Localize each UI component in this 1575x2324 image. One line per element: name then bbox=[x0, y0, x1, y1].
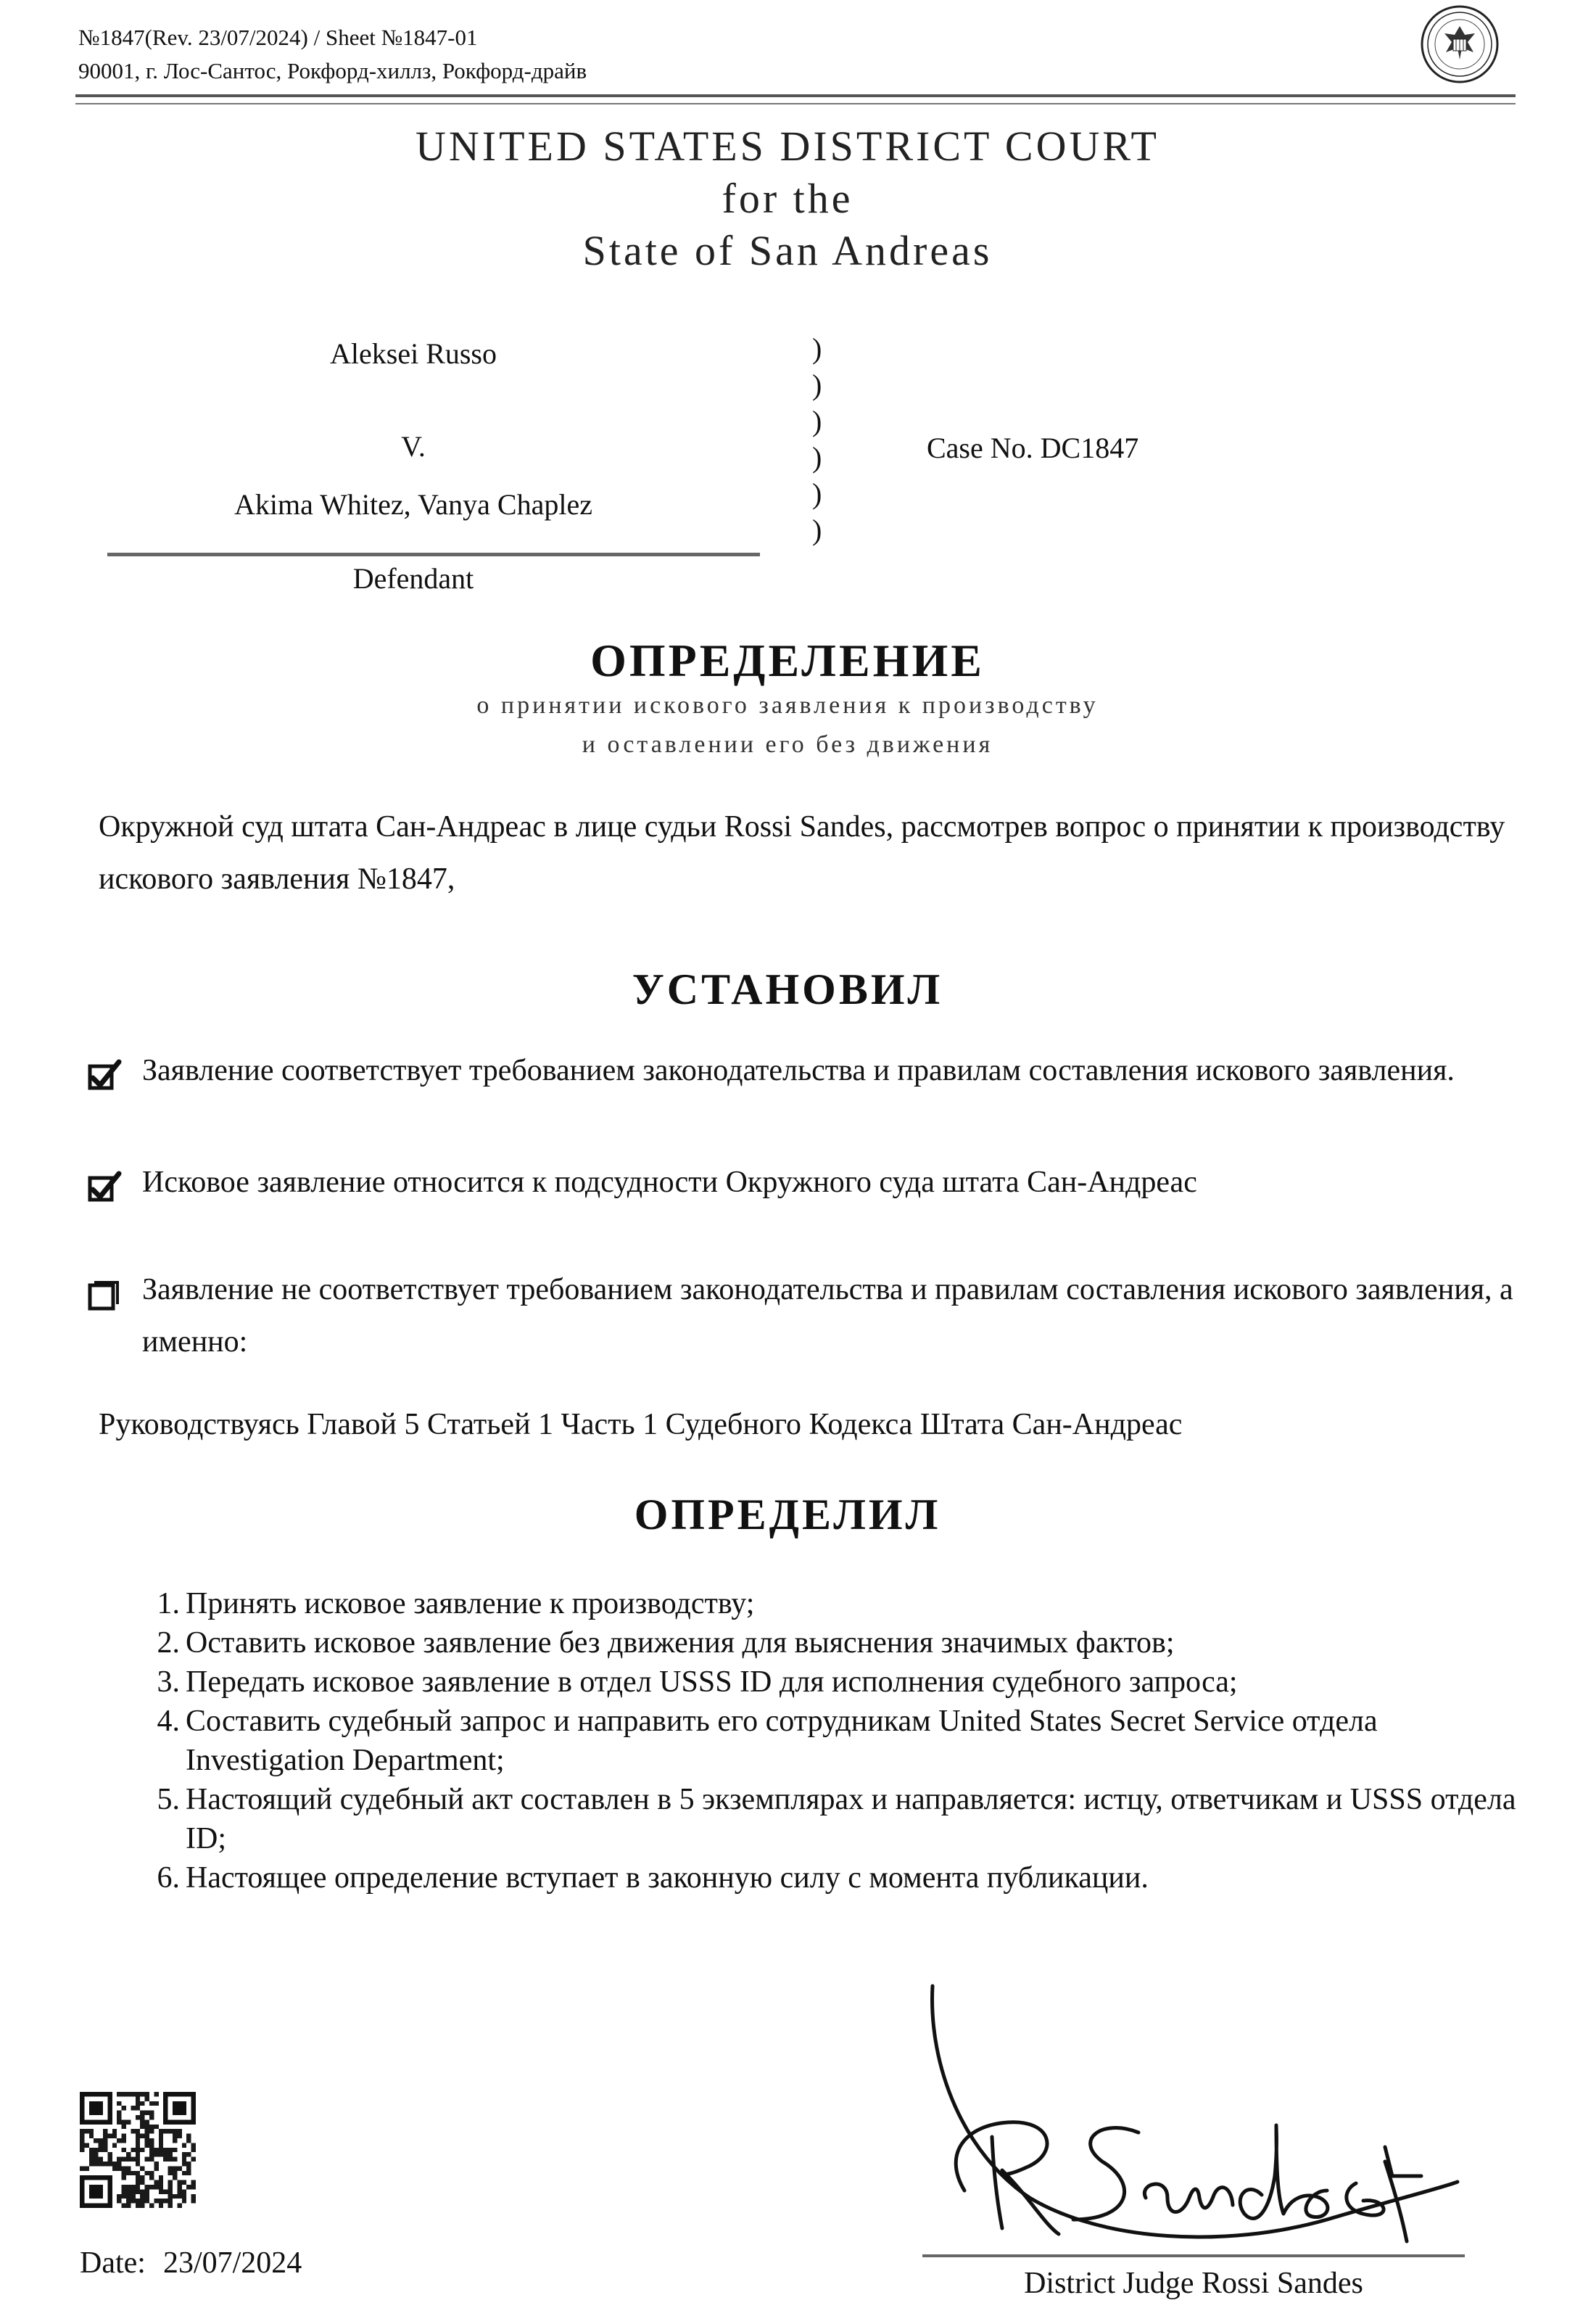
decision-list bbox=[145, 1584, 1523, 1897]
header-divider-thin bbox=[75, 103, 1516, 104]
decision-number: 3. bbox=[157, 1665, 180, 1699]
decision-number: 6. bbox=[157, 1861, 180, 1895]
sheet-reference: №1847(Rev. 23/07/2024) / Sheet №1847-01 bbox=[78, 25, 478, 50]
case-number: Case No. DC1847 bbox=[927, 432, 1139, 464]
finding-text: Заявление не соответствует требованием законодательства и правилам составления искового заявления, а именно: bbox=[142, 1273, 1513, 1359]
paren: ) bbox=[812, 441, 822, 474]
decision-item bbox=[145, 1584, 1523, 1623]
intro-paragraph: Окружной суд штата Сан-Андреас в лице судьи Rossi Sandes, рассмотрев вопрос о принятии к производству искового заявления №1847, bbox=[99, 810, 1505, 896]
checkbox-checked-icon bbox=[86, 1056, 125, 1095]
court-seal-icon bbox=[1420, 4, 1500, 84]
finding-item bbox=[86, 1264, 1521, 1368]
finding-text: Исковое заявление относится к подсудности Окружного суда штата Сан-Андреас bbox=[142, 1166, 1197, 1199]
document-title: ОПРЕДЕЛЕНИЕ bbox=[590, 635, 985, 686]
decision-text: Настоящий судебный акт составлен в 5 экземплярах и направляется: истцу, ответчикам и USSS отдела ID; bbox=[186, 1783, 1516, 1855]
defendant-names: Akima Whitez, Vanya Chaplez bbox=[234, 488, 592, 521]
paren: ) bbox=[812, 477, 822, 510]
legal-basis: Руководствуясь Главой 5 Статьей 1 Часть 1 Судебного Кодекса Штата Сан-Андреас bbox=[99, 1408, 1183, 1441]
plaintiff-name: Aleksei Russo bbox=[330, 337, 497, 370]
established-heading: УСТАНОВИЛ bbox=[632, 965, 943, 1013]
finding-item bbox=[86, 1156, 1521, 1208]
decision-number: 5. bbox=[157, 1783, 180, 1816]
court-address: 90001, г. Лос-Сантос, Рокфорд-хиллз, Рокфорд-драйв bbox=[78, 58, 587, 83]
finding-item bbox=[86, 1044, 1521, 1097]
decision-text: Оставить исковое заявление без движения для выяснения значимых фактов; bbox=[186, 1626, 1175, 1660]
date-label: Date: bbox=[80, 2246, 146, 2280]
paren: ) bbox=[812, 514, 822, 546]
caption-rule bbox=[107, 553, 760, 556]
qr-code-icon bbox=[80, 2092, 196, 2208]
document-date bbox=[80, 2246, 302, 2280]
decision-item bbox=[145, 1623, 1523, 1662]
caption-parens bbox=[812, 331, 822, 548]
document-subtitle-1: о принятии искового заявления к производству bbox=[476, 692, 1099, 719]
judge-name: District Judge Rossi Sandes bbox=[1024, 2267, 1363, 2300]
court-name: UNITED STATES DISTRICT COURT bbox=[416, 123, 1159, 170]
paren: ) bbox=[812, 405, 822, 437]
header-divider bbox=[75, 94, 1516, 97]
decision-text: Составить судебный запрос и направить его сотрудникам United States Secret Service отдела Investigation Department; bbox=[186, 1705, 1378, 1777]
checkbox-checked-icon bbox=[86, 1168, 125, 1207]
decision-item bbox=[145, 1780, 1523, 1858]
decision-item bbox=[145, 1662, 1523, 1702]
date-value: 23/07/2024 bbox=[162, 2246, 302, 2280]
document-subtitle-2: и оставлении его без движения bbox=[582, 731, 993, 758]
court-for: for the bbox=[722, 175, 853, 222]
paren: ) bbox=[812, 332, 822, 365]
decision-item bbox=[145, 1702, 1523, 1780]
decided-heading: ОПРЕДЕЛИЛ bbox=[634, 1491, 941, 1538]
checkbox-empty-icon bbox=[86, 1275, 125, 1314]
versus: V. bbox=[401, 430, 426, 463]
signature-rule bbox=[922, 2254, 1465, 2257]
court-state: State of San Andreas bbox=[582, 227, 993, 274]
decision-text: Настоящее определение вступает в законную силу с момента публикации. bbox=[186, 1861, 1149, 1895]
decision-text: Принять исковое заявление к производству; bbox=[186, 1587, 755, 1620]
defendant-label: Defendant bbox=[352, 562, 474, 595]
decision-number: 4. bbox=[157, 1705, 180, 1738]
decision-text: Передать исковое заявление в отдел USSS ID для исполнения судебного запроса; bbox=[186, 1665, 1238, 1699]
decision-item bbox=[145, 1858, 1523, 1897]
finding-text: Заявление соответствует требованием законодательства и правилам составления искового заявления. bbox=[142, 1054, 1455, 1087]
decision-number: 1. bbox=[157, 1587, 180, 1620]
judge-signature bbox=[921, 1980, 1472, 2256]
decision-number: 2. bbox=[157, 1626, 180, 1660]
paren: ) bbox=[812, 368, 822, 401]
